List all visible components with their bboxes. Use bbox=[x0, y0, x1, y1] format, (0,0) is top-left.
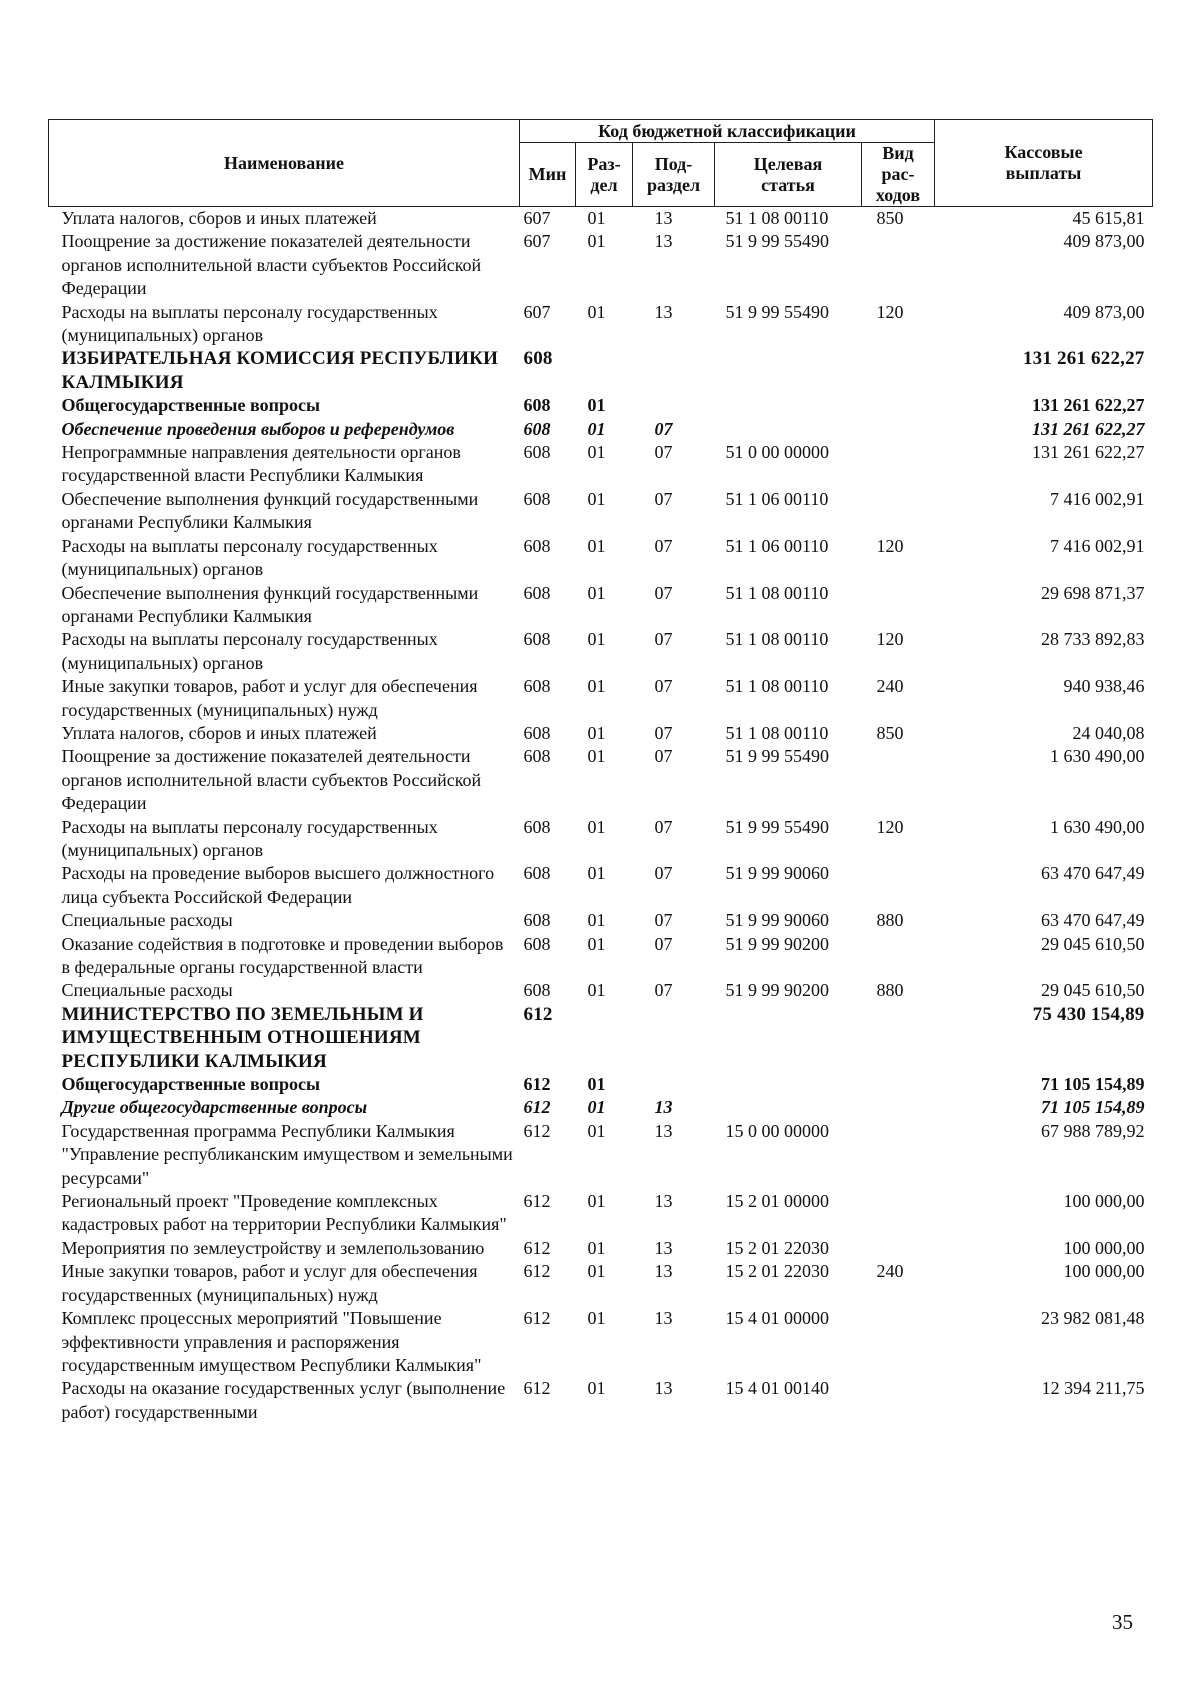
cell-razd: 01 bbox=[587, 910, 606, 931]
cell-razd: 01 bbox=[587, 442, 606, 463]
cell-sum: 63 470 647,49 bbox=[1041, 910, 1145, 931]
cell-min: 608 bbox=[523, 348, 553, 370]
cell-razd: 01 bbox=[587, 1120, 606, 1141]
table-row bbox=[49, 979, 1153, 1002]
cell-sum: 29 045 610,50 bbox=[1041, 980, 1145, 1001]
cell-min: 608 bbox=[523, 816, 551, 837]
cell-cel: 15 2 01 00000 bbox=[725, 1191, 829, 1212]
cell-sum: 7 416 002,91 bbox=[1050, 535, 1145, 556]
cell-sum: 1 630 490,00 bbox=[1050, 746, 1145, 767]
cell-podr: 07 bbox=[654, 933, 673, 954]
cell-min: 608 bbox=[523, 535, 551, 556]
cell-podr: 07 bbox=[654, 535, 673, 556]
cell-sum: 7 416 002,91 bbox=[1050, 488, 1145, 509]
cell-vid bbox=[862, 1120, 935, 1190]
cell-podr: 07 bbox=[654, 722, 673, 743]
cell-name: Иные закупки товаров, работ и услуг для обеспечения государственных (муниципальных) нужд bbox=[61, 676, 478, 720]
header-razdel: Раз- дел bbox=[576, 143, 633, 207]
cell-name: Государственная программа Республики Калмыкия "Управление республиканским имуществом и земельными ресурсами" bbox=[61, 1120, 513, 1188]
cell-podr: 07 bbox=[654, 863, 673, 884]
cell-min: 612 bbox=[523, 1237, 551, 1258]
table-row bbox=[49, 347, 1153, 394]
cell-podr: 07 bbox=[654, 418, 673, 439]
cell-min: 612 bbox=[523, 1097, 551, 1118]
cell-min: 608 bbox=[523, 676, 551, 697]
cell-cel: 51 9 99 90200 bbox=[725, 980, 829, 1001]
cell-cel: 51 9 99 55490 bbox=[725, 301, 829, 322]
cell-razd: 01 bbox=[587, 980, 606, 1001]
cell-sum: 100 000,00 bbox=[1063, 1261, 1145, 1282]
page-number: 35 bbox=[1112, 1610, 1133, 1634]
table-row bbox=[49, 1190, 1153, 1237]
cell-min: 612 bbox=[523, 1120, 551, 1141]
cell-min: 608 bbox=[523, 395, 551, 416]
cell-sum: 75 430 154,89 bbox=[1032, 1003, 1145, 1025]
cell-podr: 07 bbox=[654, 910, 673, 931]
cell-sum: 63 470 647,49 bbox=[1041, 863, 1145, 884]
cell-sum: 67 988 789,92 bbox=[1041, 1120, 1145, 1141]
cell-sum: 12 394 211,75 bbox=[1041, 1378, 1145, 1399]
cell-razd: 01 bbox=[587, 629, 606, 650]
header-sum: Кассовые выплаты bbox=[935, 120, 1153, 207]
cell-razd: 01 bbox=[587, 722, 606, 743]
cell-vid: 880 bbox=[876, 910, 904, 931]
cell-cel bbox=[715, 418, 862, 441]
cell-razd: 01 bbox=[587, 582, 606, 603]
cell-sum: 131 261 622,27 bbox=[1032, 418, 1145, 439]
cell-min: 612 bbox=[523, 1261, 551, 1282]
table-row bbox=[49, 722, 1153, 745]
cell-podr: 13 bbox=[654, 1261, 673, 1282]
cell-vid bbox=[862, 745, 935, 815]
cell-vid: 240 bbox=[876, 1261, 904, 1282]
cell-name: Общегосударственные вопросы bbox=[61, 395, 320, 416]
table-row bbox=[49, 535, 1153, 582]
table-row bbox=[49, 1307, 1153, 1377]
table-row bbox=[49, 1260, 1153, 1307]
cell-razd: 01 bbox=[587, 208, 606, 228]
cell-name: Общегосударственные вопросы bbox=[61, 1074, 320, 1095]
header-podrazdel: Под- раздел bbox=[633, 143, 715, 207]
cell-cel: 51 1 08 00110 bbox=[725, 582, 829, 603]
cell-sum: 131 261 622,27 bbox=[1022, 348, 1145, 370]
cell-podr: 07 bbox=[654, 629, 673, 650]
table-row bbox=[49, 394, 1153, 417]
cell-sum: 940 938,46 bbox=[1063, 676, 1145, 697]
cell-razd: 01 bbox=[587, 1097, 606, 1118]
cell-min: 608 bbox=[523, 629, 551, 650]
cell-razd: 01 bbox=[587, 933, 606, 954]
cell-min: 607 bbox=[523, 208, 551, 228]
table-row bbox=[49, 909, 1153, 932]
cell-razd: 01 bbox=[587, 746, 606, 767]
cell-cel: 51 1 08 00110 bbox=[725, 722, 829, 743]
cell-cel bbox=[715, 394, 862, 417]
cell-razd: 01 bbox=[587, 1074, 606, 1095]
cell-sum: 131 261 622,27 bbox=[1032, 442, 1145, 463]
cell-name: Расходы на выплаты персоналу государственных (муниципальных) органов bbox=[61, 535, 438, 580]
cell-razd: 01 bbox=[587, 418, 606, 439]
cell-vid bbox=[862, 1377, 935, 1424]
cell-razd: 01 bbox=[587, 1308, 606, 1329]
cell-name: Расходы на выплаты персоналу государственных (муниципальных) органов bbox=[61, 301, 438, 346]
cell-name: Оказание содействия в подготовке и проведении выборов в федеральные органы государственной власти bbox=[61, 933, 504, 977]
cell-cel bbox=[715, 1003, 862, 1073]
cell-podr: 13 bbox=[654, 301, 673, 322]
cell-min: 608 bbox=[523, 418, 551, 439]
cell-vid: 120 bbox=[876, 816, 904, 837]
cell-cel: 51 1 06 00110 bbox=[725, 535, 829, 556]
budget-table bbox=[48, 119, 1153, 1424]
cell-vid bbox=[862, 933, 935, 980]
cell-razd: 01 bbox=[587, 395, 606, 416]
cell-vid bbox=[862, 862, 935, 909]
cell-name: Иные закупки товаров, работ и услуг для обеспечения государственных (муниципальных) нужд bbox=[61, 1261, 478, 1305]
cell-cel: 51 9 99 90060 bbox=[725, 863, 829, 884]
cell-name: Расходы на оказание государственных услуг (выполнение работ) государственными bbox=[61, 1378, 506, 1422]
table-row bbox=[49, 1120, 1153, 1190]
cell-sum: 71 105 154,89 bbox=[1041, 1074, 1145, 1095]
cell-vid: 240 bbox=[876, 676, 904, 697]
cell-min: 608 bbox=[523, 722, 551, 743]
cell-sum: 29 698 871,37 bbox=[1041, 582, 1145, 603]
cell-razd bbox=[576, 347, 633, 394]
cell-podr: 13 bbox=[654, 1191, 673, 1212]
cell-cel: 15 4 01 00140 bbox=[725, 1378, 829, 1399]
table-row bbox=[49, 441, 1153, 488]
cell-vid bbox=[862, 394, 935, 417]
cell-vid bbox=[862, 441, 935, 488]
cell-name: Расходы на проведение выборов высшего должностного лица субъекта Российской Федерации bbox=[61, 863, 495, 907]
cell-name: Поощрение за достижение показателей деятельности органов исполнительной власти субъектов Российской Федерации bbox=[61, 746, 482, 814]
cell-cel bbox=[715, 1096, 862, 1119]
cell-name: Мероприятия по землеустройству и землепользованию bbox=[61, 1237, 485, 1258]
cell-podr: 13 bbox=[654, 1097, 673, 1118]
cell-razd: 01 bbox=[587, 1378, 606, 1399]
header-name: Наименование bbox=[49, 120, 520, 207]
table-row bbox=[49, 1237, 1153, 1260]
cell-sum: 71 105 154,89 bbox=[1041, 1097, 1145, 1118]
header-celevaya: Целевая статья bbox=[715, 143, 862, 207]
cell-min: 612 bbox=[523, 1074, 551, 1095]
table-body bbox=[49, 207, 1153, 1425]
cell-sum: 23 982 081,48 bbox=[1041, 1308, 1145, 1329]
cell-podr: 07 bbox=[654, 980, 673, 1001]
cell-razd: 01 bbox=[587, 1261, 606, 1282]
cell-sum: 100 000,00 bbox=[1063, 1191, 1145, 1212]
table-row bbox=[49, 1096, 1153, 1119]
cell-name: Специальные расходы bbox=[61, 980, 233, 1001]
cell-vid bbox=[862, 418, 935, 441]
cell-name: Уплата налогов, сборов и иных платежей bbox=[61, 208, 377, 228]
table-row bbox=[49, 230, 1153, 300]
cell-razd: 01 bbox=[587, 863, 606, 884]
cell-podr: 07 bbox=[654, 746, 673, 767]
cell-podr: 13 bbox=[654, 1308, 673, 1329]
cell-vid bbox=[862, 1096, 935, 1119]
cell-name: Непрограммные направления деятельности органов государственной власти Республики Калмыкия bbox=[61, 442, 461, 486]
header-code-group: Код бюджетной классификации bbox=[520, 120, 935, 143]
cell-name: Расходы на выплаты персоналу государственных (муниципальных) органов bbox=[61, 629, 438, 673]
cell-sum: 409 873,00 bbox=[1063, 301, 1145, 322]
cell-podr: 07 bbox=[654, 676, 673, 697]
cell-min: 612 bbox=[523, 1003, 553, 1025]
table-row bbox=[49, 862, 1153, 909]
cell-cel: 51 1 08 00110 bbox=[725, 676, 829, 697]
cell-vid bbox=[862, 347, 935, 394]
cell-sum: 131 261 622,27 bbox=[1032, 395, 1145, 416]
cell-min: 612 bbox=[523, 1378, 551, 1399]
table-row bbox=[49, 816, 1153, 863]
cell-podr: 07 bbox=[654, 582, 673, 603]
cell-cel: 51 9 99 90200 bbox=[725, 933, 829, 954]
cell-min: 608 bbox=[523, 980, 551, 1001]
cell-podr: 13 bbox=[654, 1237, 673, 1258]
cell-cel: 15 2 01 22030 bbox=[725, 1237, 829, 1258]
cell-razd: 01 bbox=[587, 676, 606, 697]
table-row bbox=[49, 745, 1153, 815]
cell-podr bbox=[633, 347, 715, 394]
table-row bbox=[49, 582, 1153, 629]
cell-cel: 51 9 99 55490 bbox=[725, 816, 829, 837]
cell-sum: 409 873,00 bbox=[1063, 231, 1145, 252]
budget-table-sheet bbox=[48, 119, 1152, 1424]
cell-min: 607 bbox=[523, 301, 551, 322]
cell-cel: 51 0 00 00000 bbox=[725, 442, 829, 463]
cell-min: 608 bbox=[523, 746, 551, 767]
cell-min: 607 bbox=[523, 231, 551, 252]
cell-vid: 850 bbox=[876, 722, 904, 743]
cell-name: Обеспечение проведения выборов и референдумов bbox=[61, 418, 455, 439]
table-row bbox=[49, 675, 1153, 722]
table-row bbox=[49, 1377, 1153, 1424]
cell-min: 608 bbox=[523, 582, 551, 603]
cell-name: Специальные расходы bbox=[61, 910, 233, 931]
cell-sum: 45 615,81 bbox=[1072, 208, 1145, 228]
cell-sum: 1 630 490,00 bbox=[1050, 816, 1145, 837]
cell-podr: 07 bbox=[654, 442, 673, 463]
cell-razd: 01 bbox=[587, 231, 606, 252]
table-header bbox=[49, 120, 1153, 207]
cell-vid: 120 bbox=[876, 535, 904, 556]
cell-name: Расходы на выплаты персоналу государственных (муниципальных) органов bbox=[61, 816, 438, 860]
cell-name: Обеспечение выполнения функций государственными органами Республики Калмыкия bbox=[61, 488, 479, 533]
cell-min: 608 bbox=[523, 863, 551, 884]
cell-podr: 13 bbox=[654, 1120, 673, 1141]
cell-cel: 15 4 01 00000 bbox=[725, 1308, 829, 1329]
cell-vid: 120 bbox=[876, 301, 904, 322]
cell-min: 608 bbox=[523, 488, 551, 509]
cell-vid bbox=[862, 488, 935, 535]
header-min: Мин bbox=[520, 143, 576, 207]
cell-razd: 01 bbox=[587, 301, 606, 322]
cell-cel: 51 1 08 00110 bbox=[725, 208, 829, 228]
cell-min: 612 bbox=[523, 1308, 551, 1329]
cell-podr bbox=[633, 1073, 715, 1096]
cell-sum: 28 733 892,83 bbox=[1041, 629, 1145, 650]
table-row bbox=[49, 933, 1153, 980]
cell-name: Другие общегосударственные вопросы bbox=[61, 1097, 368, 1118]
cell-vid bbox=[862, 230, 935, 300]
cell-vid bbox=[862, 1190, 935, 1237]
cell-sum: 29 045 610,50 bbox=[1041, 933, 1145, 954]
cell-vid bbox=[862, 1003, 935, 1073]
cell-podr bbox=[633, 1003, 715, 1073]
cell-razd bbox=[576, 1003, 633, 1073]
cell-cel: 51 9 99 90060 bbox=[725, 910, 829, 931]
cell-podr: 07 bbox=[654, 488, 673, 509]
cell-min: 608 bbox=[523, 442, 551, 463]
cell-razd: 01 bbox=[587, 535, 606, 556]
cell-name: Региональный проект "Проведение комплексных кадастровых работ на территории Республики Калмыкия" bbox=[61, 1191, 507, 1235]
cell-name: Комплекс процессных мероприятий "Повышение эффективности управления и распоряжения государственным имуществом Республики Калмыкия" bbox=[61, 1308, 482, 1375]
cell-razd: 01 bbox=[587, 816, 606, 837]
table-row bbox=[49, 418, 1153, 441]
cell-vid: 880 bbox=[876, 980, 904, 1001]
cell-min: 608 bbox=[523, 933, 551, 954]
cell-cel: 15 2 01 22030 bbox=[725, 1261, 829, 1282]
cell-podr: 13 bbox=[654, 1378, 673, 1399]
cell-vid bbox=[862, 1307, 935, 1377]
cell-podr: 13 bbox=[654, 208, 673, 228]
cell-cel: 51 9 99 55490 bbox=[725, 231, 829, 252]
cell-name: ИЗБИРАТЕЛЬНАЯ КОМИССИЯ РЕСПУБЛИКИ КАЛМЫКИЯ bbox=[61, 348, 499, 393]
cell-vid bbox=[862, 1237, 935, 1260]
table-row bbox=[49, 628, 1153, 675]
table-row bbox=[49, 207, 1153, 231]
table-row bbox=[49, 1073, 1153, 1096]
header-vid: Вид рас- ходов bbox=[862, 143, 935, 207]
table-row bbox=[49, 301, 1153, 348]
cell-cel: 15 0 00 00000 bbox=[725, 1120, 829, 1141]
table-row bbox=[49, 488, 1153, 535]
cell-name: Обеспечение выполнения функций государственными органами Республики Калмыкия bbox=[61, 582, 479, 626]
cell-min: 612 bbox=[523, 1191, 551, 1212]
cell-vid: 850 bbox=[876, 208, 904, 228]
cell-sum: 24 040,08 bbox=[1072, 722, 1145, 743]
cell-podr: 13 bbox=[654, 231, 673, 252]
cell-cel bbox=[715, 1073, 862, 1096]
cell-cel: 51 1 08 00110 bbox=[725, 629, 829, 650]
cell-min: 608 bbox=[523, 910, 551, 931]
cell-vid bbox=[862, 582, 935, 629]
cell-razd: 01 bbox=[587, 1237, 606, 1258]
cell-podr: 07 bbox=[654, 816, 673, 837]
cell-name: МИНИСТЕРСТВО ПО ЗЕМЕЛЬНЫМ И ИМУЩЕСТВЕННЫМ ОТНОШЕНИЯМ РЕСПУБЛИКИ КАЛМЫКИЯ bbox=[61, 1003, 424, 1072]
cell-vid bbox=[862, 1073, 935, 1096]
cell-sum: 100 000,00 bbox=[1063, 1237, 1145, 1258]
cell-cel: 51 1 06 00110 bbox=[725, 488, 829, 509]
table-row bbox=[49, 1003, 1153, 1073]
cell-razd: 01 bbox=[587, 488, 606, 509]
cell-name: Уплата налогов, сборов и иных платежей bbox=[61, 722, 377, 743]
cell-razd: 01 bbox=[587, 1191, 606, 1212]
cell-cel: 51 9 99 55490 bbox=[725, 746, 829, 767]
cell-name: Поощрение за достижение показателей деятельности органов исполнительной власти субъектов Российской Федерации bbox=[61, 231, 482, 299]
cell-podr bbox=[633, 394, 715, 417]
cell-cel bbox=[715, 347, 862, 394]
cell-vid: 120 bbox=[876, 629, 904, 650]
